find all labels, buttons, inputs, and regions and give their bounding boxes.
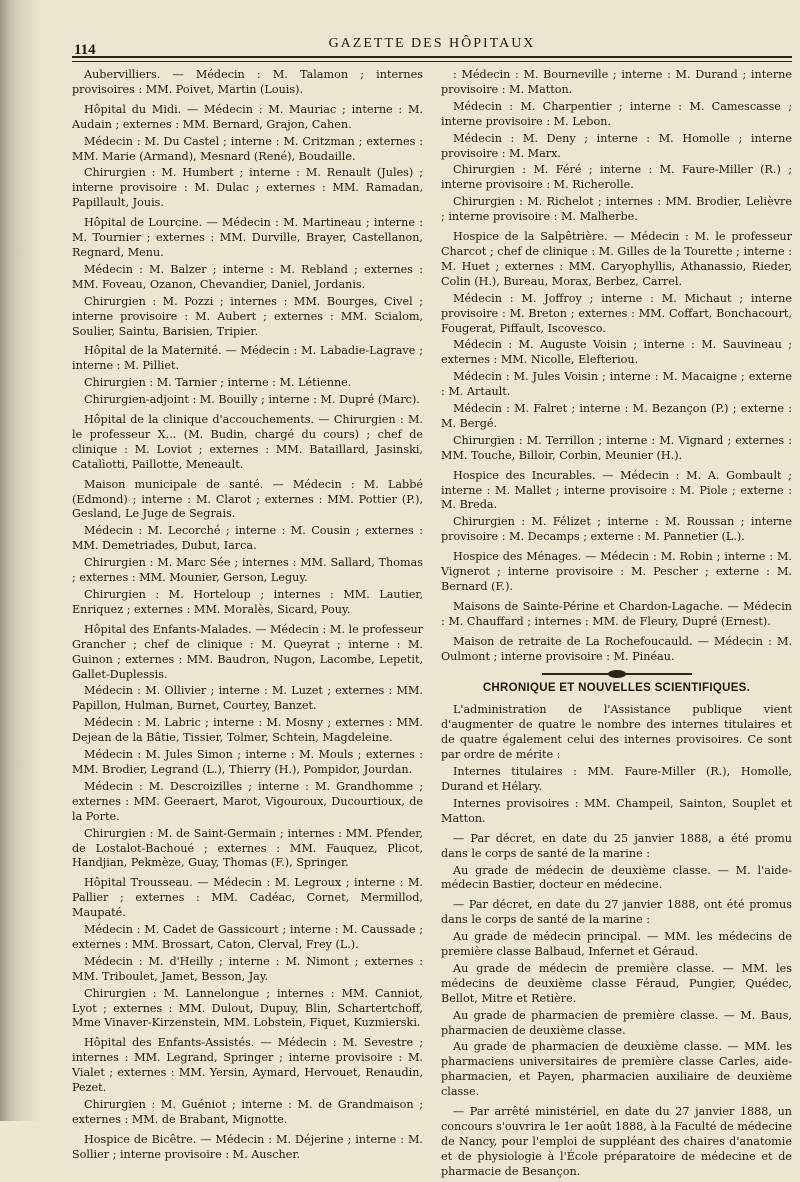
paragraph: Hôpital Trousseau. — Médecin : M. Legroux ; interne : M. Pallier ; externes : MM. Cadéac, Cornet, Mermillod, Maupaté. — [72, 876, 423, 920]
newspaper-page — [72, 30, 792, 1178]
paragraph: Au grade de médecin principal. — MM. les médecins de première classe Balbaud, Infernet et Géraud. — [441, 930, 792, 959]
paragraph: Médecin : M. Labric ; interne : M. Mosny ; externes : MM. Dejean de la Bâtie, Tissier, Tolmer, Schtein, Magdeleine. — [72, 716, 423, 745]
paragraph: Chirurgien : M. Guéniot ; interne : M. de Grandmaison ; externes : MM. de Brabant, Mignotte. — [72, 1098, 423, 1126]
paragraph: Maisons de Sainte-Périne et Chardon-Lagache. — Médecin : M. Chauffard ; internes : MM. de Fleury, Dupré (Ernest). — [441, 599, 792, 628]
paragraph: Chirurgien : M. Féré ; interne : M. Faure-Miller (R.) ; interne provisoire : M. Richerolle. — [441, 163, 792, 192]
paragraph: Hospice de la Salpêtrière. — Médecin : M. le professeur Charcot ; chef de clinique : M. Gilles de la Tourette ; interne : M. Huet ; externes : MM. Caryophyllis, Athanassio, Rieder, Colin (H.), Bureau, Morax, Berbez, Carrel. — [441, 230, 792, 288]
paragraph: L'administration de l'Assistance publique vient d'augmenter de quatre le nombre des internes titulaires et de quatre également celui des internes provisoires. Ce sont par ordre de mérite : — [441, 703, 792, 762]
book-binding-shadow — [0, 0, 40, 1121]
right-column — [441, 68, 792, 1182]
section-heading: CHRONIQUE ET NOUVELLES SCIENTIFIQUES. — [482, 681, 751, 694]
paragraph: Hôpital des Enfants-Assistés. — Médecin : M. Sevestre ; internes : MM. Legrand, Springer ; interne provisoire : M. Vialet ; externes : MM. Yersin, Aymard, Hervouet, Renaudin, Pezet. — [72, 1036, 423, 1095]
paragraph: Au grade de pharmacien de deuxième classe. — MM. les pharmaciens universitaires de première classe Carles, aide-pharmacien, et Payen, pharmacien auxiliaire de deuxième classe. — [441, 1040, 792, 1099]
paragraph: Médecin : M. Descroizilles ; interne : M. Grandhomme ; externes : MM. Geeraert, Marot, Vigouroux, Ducourtioux, de la Porte. — [72, 779, 423, 823]
paragraph: Médecin : M. Falret ; interne : M. Bezançon (P.) ; externe : M. Bergé. — [441, 402, 792, 430]
journal-title: GAZETTE DES HÔPITAUX — [328, 36, 536, 51]
paragraph: Médecin : M. Lecorché ; interne : M. Cousin ; externes : MM. Demetriades, Dubut, Iarca. — [72, 524, 423, 553]
paragraph: Hospice des Incurables. — Médecin : M. A. Gombault ; interne : M. Mallet ; interne provisoire : M. Piole ; externe : M. Breda. — [441, 468, 792, 512]
paragraph: Hospice de Bicêtre. — Médecin : M. Déjerine ; interne : M. Sollier ; interne provisoire : M. Auscher. — [72, 1132, 423, 1161]
paragraph: Chirurgien : M. Marc Sée ; internes : MM. Sallard, Thomas ; externes : MM. Mounier, Gerson, Leguy. — [72, 556, 423, 585]
paragraph: Hôpital de Lourcine. — Médecin : M. Martineau ; interne : M. Tournier ; externes : MM. Durville, Brayer, Castellanon, Regnard, Menu. — [72, 216, 423, 259]
paragraph: Internes provisoires : MM. Champeil, Sainton, Souplet et Matton. — [441, 796, 792, 825]
section-separator — [542, 673, 692, 675]
header-double-rule — [72, 61, 792, 62]
paragraph: Hôpital de la Maternité. — Médecin : M. Labadie-Lagrave ; interne : M. Pilliet. — [72, 344, 423, 373]
paragraph: Médecin : M. Jules Voisin ; interne : M. Macaigne ; externe : M. Artault. — [441, 370, 792, 399]
paragraph: : Médecin : M. Bourneville ; interne : M. Durand ; interne provisoire : M. Matton. — [441, 68, 792, 96]
page-number: 114 — [74, 42, 96, 58]
paragraph: Médecin : M. Joffroy ; interne : M. Michaut ; interne provisoire : M. Breton ; externes : MM. Coffart, Bonchacourt, Fougerat, Piffault, Iscovesco. — [441, 291, 792, 335]
paragraph: Maison municipale de santé. — Médecin : M. Labbé (Edmond) ; interne : M. Clarot ; externes : MM. Pottier (P.), Gesland, Le Juge de Segrais. — [72, 477, 423, 521]
paragraph: Médecin : M. Charpentier ; interne : M. Camescasse ; interne provisoire : M. Lebon. — [441, 99, 792, 128]
paragraph: Médecin : M. Balzer ; interne : M. Rebland ; externes : MM. Foveau, Ozanon, Chevandier, Daniel, Jordanis. — [72, 262, 423, 291]
paragraph: — Par décret, en date du 25 janvier 1888, a été promu dans le corps de santé de la marine : — [441, 831, 792, 860]
paragraph: Chirurgien-adjoint : M. Bouilly ; interne : M. Dupré (Marc). — [84, 393, 420, 407]
paragraph: — Par arrêté ministériel, en date du 27 janvier 1888, un concours s'ouvrira le 1er août 1888, à la Faculté de médecine de Nancy, pour l'emploi de suppléant des chaires d'anatomie et de physiologie à l'École préparatoire de médecine et de pharmacie de Besançon. — [441, 1105, 792, 1178]
paragraph: Au grade de pharmacien de première classe. — M. Baus, pharmacien de deuxième classe. — [441, 1008, 792, 1037]
paragraph: Hôpital du Midi. — Médecin : M. Mauriac ; interne : M. Audain ; externes : MM. Bernard, Grajon, Cahen. — [72, 102, 423, 131]
paragraph: Médecin : M. Ollivier ; interne : M. Luzet ; externes : MM. Papillon, Hulman, Burnet, Courtey, Banzet. — [72, 684, 423, 713]
paragraph: Au grade de médecin de deuxième classe. — M. l'aide-médecin Bastier, docteur en médecine. — [441, 863, 792, 892]
paragraph: Chirurgien : M. de Saint-Germain ; internes : MM. Pfender, de Lostalot-Bachoué ; externes : MM. Fauquez, Plicot, Handjian, Pekmèze, Guay, Thomas (F.), Springer. — [72, 826, 423, 870]
paragraph: Hospice des Ménages. — Médecin : M. Robin ; interne : M. Vignerot ; interne provisoire : M. Pescher ; externe : M. Bernard (F.). — [441, 550, 792, 593]
paragraph: Médecin : M. Auguste Voisin ; interne : M. Sauvineau ; externes : MM. Nicolle, Elefteriou. — [441, 338, 792, 367]
paragraph: Chirurgien : M. Félizet ; interne : M. Roussan ; interne provisoire : M. Decamps ; externe : M. Pannetier (L.). — [441, 515, 792, 544]
paragraph: Chirurgien : M. Lannelongue ; internes : MM. Canniot, Lyot ; externes : MM. Dulout, Dupuy, Blin, Schartertchoff, Mme Vinaver-Kirzenstein, MM. Lobstein, Fiquet, Kuzmierski. — [72, 986, 423, 1030]
paragraph: Médecin : M. Cadet de Gassicourt ; interne : M. Caussade ; externes : MM. Brossart, Caton, Clerval, Frey (L.). — [72, 923, 423, 951]
paragraph: Chirurgien : M. Humbert ; interne : M. Renault (Jules) ; interne provisoire : M. Dulac ; externes : MM. Ramadan, Papillault, Jouis. — [72, 166, 423, 210]
paragraph: Hôpital des Enfants-Malades. — Médecin : M. le professeur Grancher ; chef de clinique : M. Queyrat ; interne : M. Guinon ; externes : MM. Baudron, Nugon, Lacombe, Lepetit, Gallet-Duplessis. — [72, 622, 423, 681]
paragraph: Au grade de médecin de première classe. — MM. les médecins de deuxième classe Féraud, Pungier, Quédec, Bellot, Mitre et Retière. — [441, 961, 792, 1005]
paragraph: Hôpital de la clinique d'accouchements. — Chirurgien : M. le professeur X... (M. Budin, chargé du cours) ; chef de clinique : M. Loviot ; externes : MM. Bataillard, Jasinski, Catalìotti, Paillotte, Meneault. — [72, 413, 423, 471]
paragraph: Chirurgien : M. Pozzi ; internes : MM. Bourges, Civel ; interne provisoire : M. Aubert ; externes : MM. Scialom, Soulier, Saintu, Barisien, Tripier. — [72, 294, 423, 338]
paragraph: Médecin : M. Jules Simon ; interne : M. Mouls ; externes : MM. Brodier, Legrand (L.), Thierry (H.), Pompidor, Jourdan. — [72, 748, 423, 776]
paragraph: Maison de retraite de La Rochefoucauld. — Médecin : M. Oulmont ; interne provisoire : M. Pinéau. — [441, 634, 792, 663]
paragraph: — Par décret, en date du 27 janvier 1888, ont été promus dans le corps de santé de la marine : — [441, 898, 792, 927]
paragraph: Médecin : M. Du Castel ; interne : M. Critzman ; externes : MM. Marie (Armand), Mesnard (René), Boudaille. — [72, 134, 423, 163]
paragraph: Médecin : M. d'Heilly ; interne : M. Nimont ; externes : MM. Triboulet, Jamet, Besson, Jay. — [72, 954, 423, 983]
text-columns — [72, 68, 792, 1182]
paragraph: Internes titulaires : MM. Faure-Miller (R.), Homolle, Durand et Hélary. — [441, 765, 792, 793]
paragraph: Aubervilliers. — Médecin : M. Talamon ; internes provisoires : MM. Poivet, Martin (Louis). — [72, 68, 423, 96]
paragraph: Médecin : M. Deny ; interne : M. Homolle ; interne provisoire : M. Marx. — [441, 131, 792, 160]
paragraph: Chirurgien : M. Richelot ; internes : MM. Brodier, Lelièvre ; interne provisoire : M. Malherbe. — [441, 195, 792, 224]
paragraph: Chirurgien : M. Terrillon ; interne : M. Vignard ; externes : MM. Touche, Billoir, Corbin, Meunier (H.). — [441, 433, 792, 462]
paragraph: Chirurgien : M. Tarnier ; interne : M. Létienne. — [84, 376, 352, 390]
left-column — [72, 68, 423, 1182]
page-header — [72, 30, 792, 58]
paragraph: Chirurgien : M. Horteloup ; internes : MM. Lautier, Enriquez ; externes : MM. Moralès, Sicard, Pouy. — [72, 588, 423, 616]
